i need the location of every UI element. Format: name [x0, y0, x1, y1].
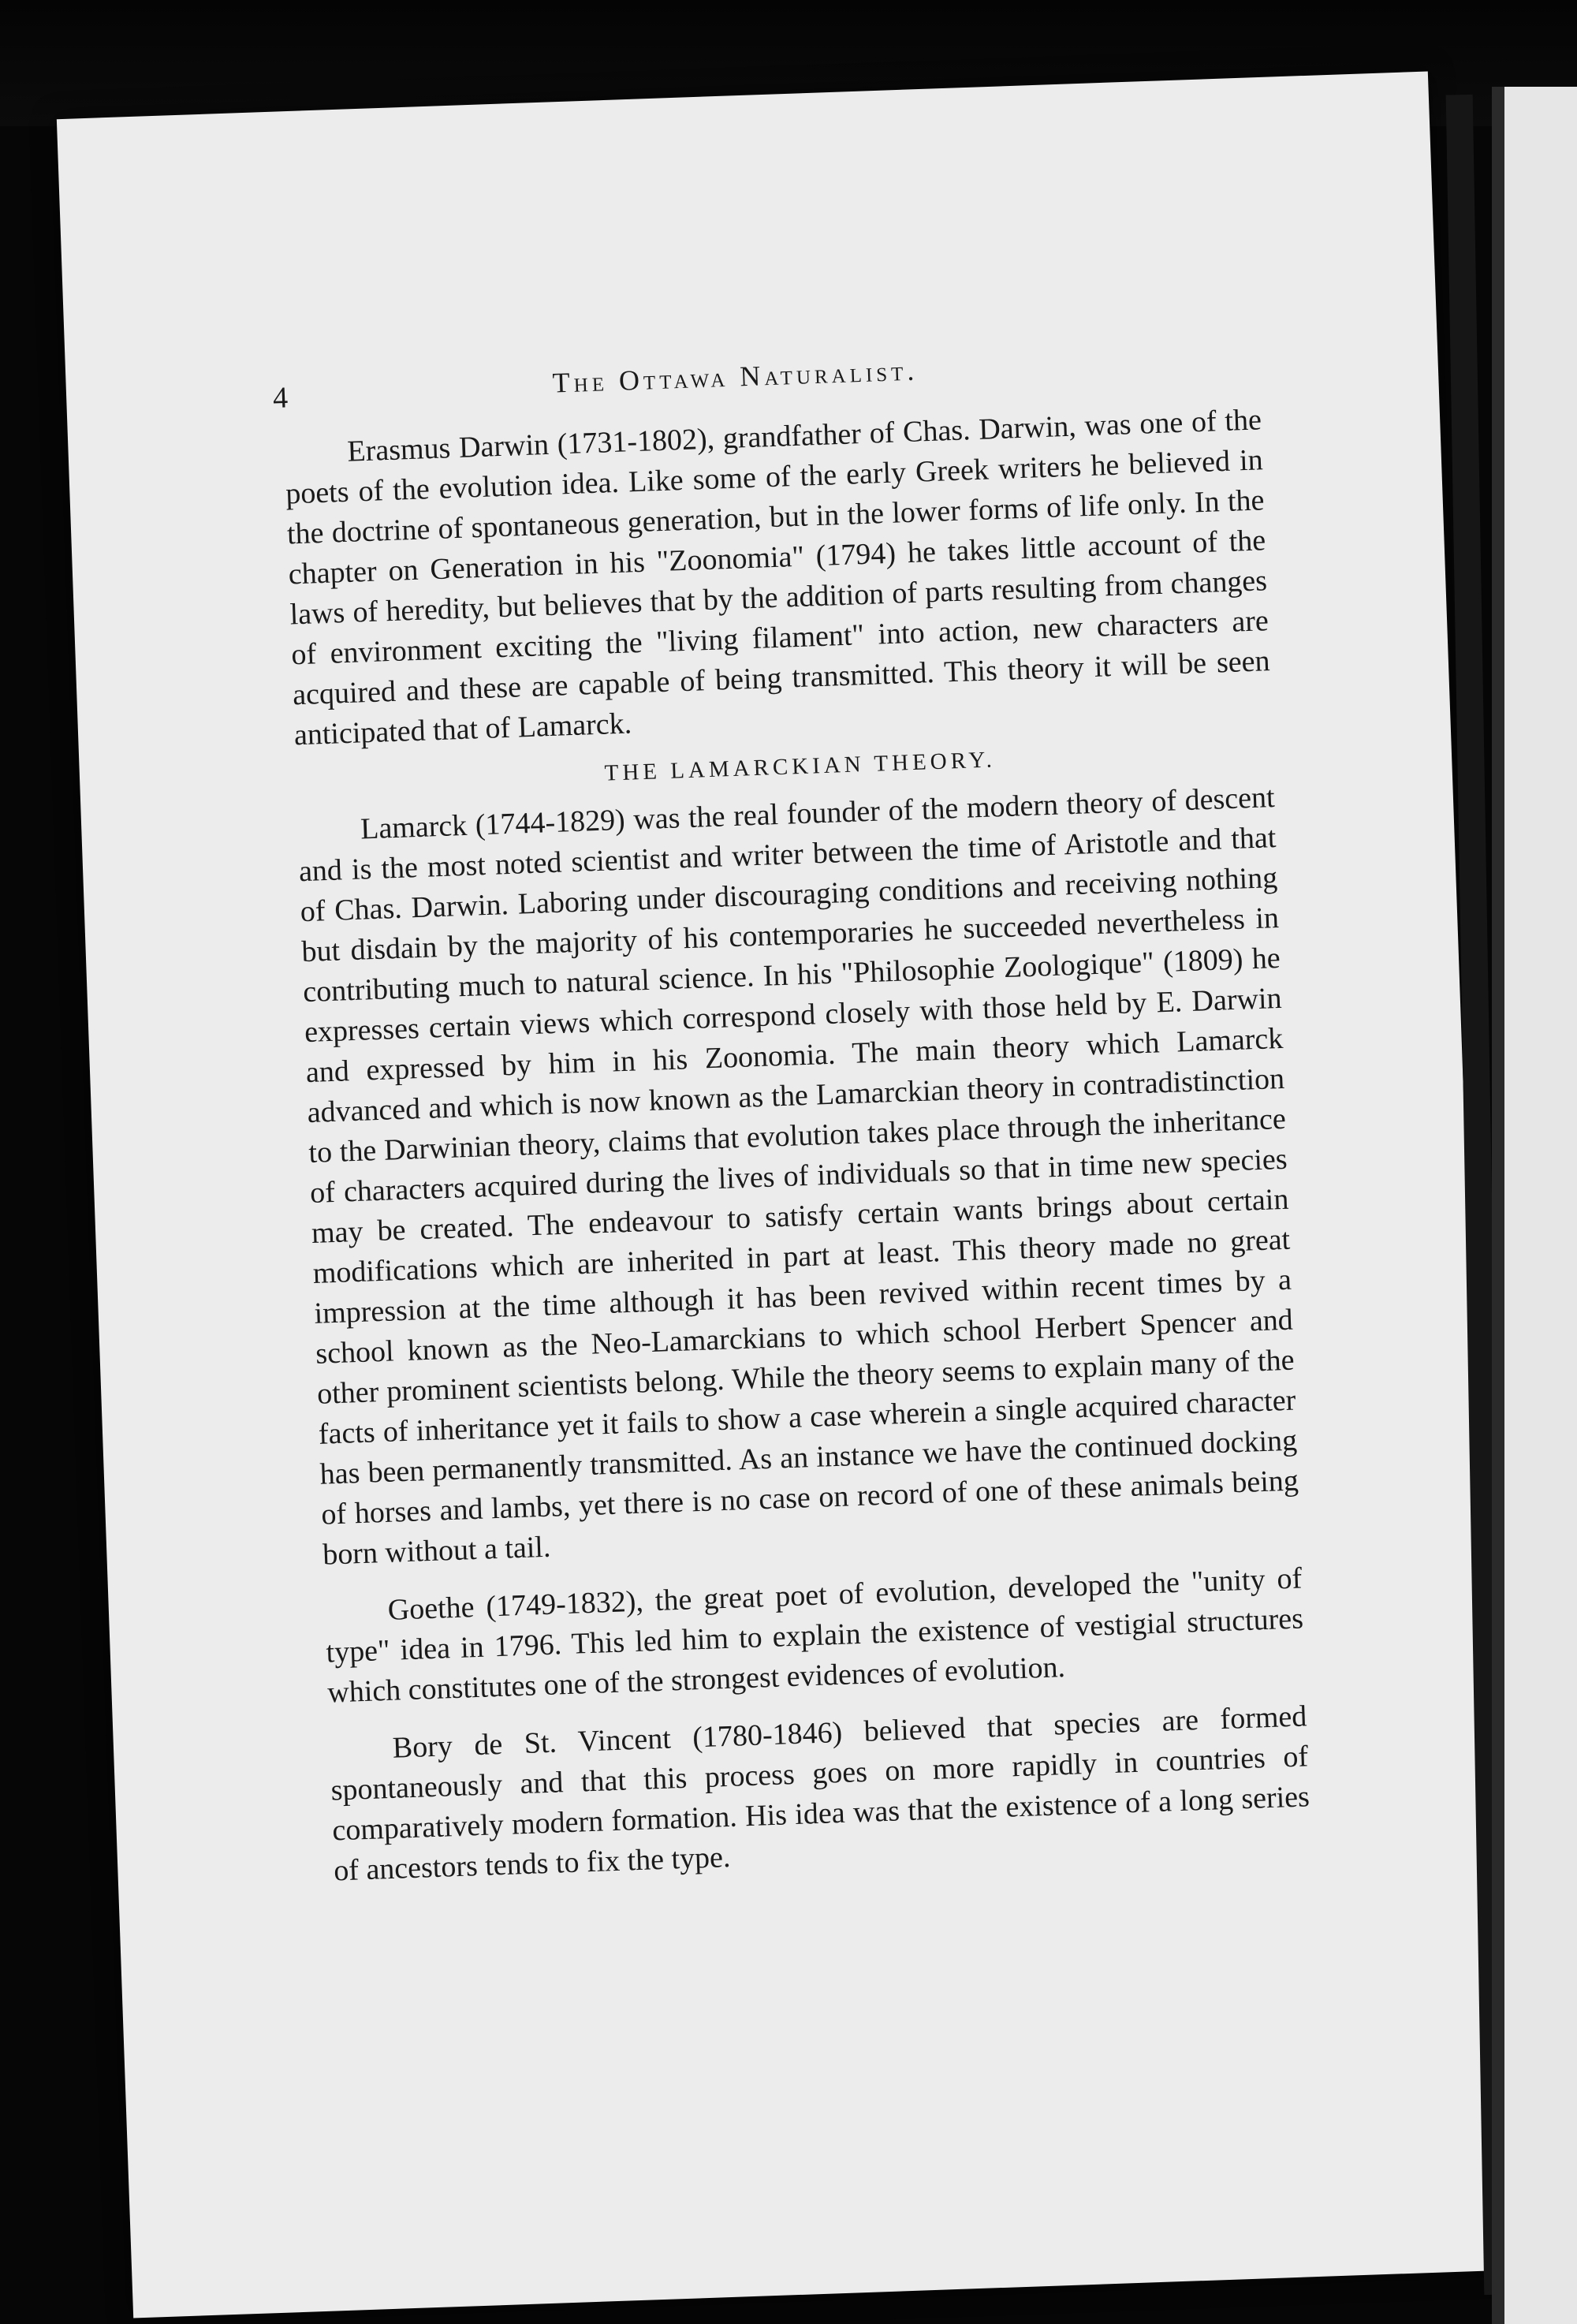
paragraph-goethe: Goethe (1749-1832), the great poet of evolution, developed the "unity of type" idea in 1796. This led him to explain the existence of vestigial structures which constitutes one of the strongest evidences of evolution. — [325, 1561, 1304, 1710]
page-number: 4 — [272, 381, 289, 416]
paragraph-bory: Bory de St. Vincent (1780-1846) believed that species are formed spontaneously and that this process goes on more rapidly in countries of comparatively modern formation. His idea was that the existence of a long series of ancestors tends to fix the type. — [330, 1699, 1310, 1888]
facing-page-gutter — [1492, 87, 1504, 2324]
page-text — [179, 328, 1344, 1895]
facing-page-edge — [1492, 87, 1577, 2324]
running-head: The Ottawa Naturalist. — [551, 354, 919, 399]
section-title: THE LAMARCKIAN THEORY. — [604, 747, 997, 786]
paragraph-erasmus-darwin: Erasmus Darwin (1731-1802), grandfather of Chas. Darwin, was one of the poets of the evolution idea. Like some of the early Greek writers he believed in the doctrine of spontaneous generation, but in the lower forms of life only. In the chapter on Generation in his "Zoonomia" (1794) he takes little account of the laws of heredity, but believes that by the addition of parts resulting from changes of environment exciting the "living filament" into action, new characters are acquired and these are capable of being transmitted. This theory it will be seen anticipated that of Lamarck. — [285, 403, 1271, 752]
paragraph-lamarck: Lamarck (1744-1829) was the real founder of the modern theory of descent and is the most noted scientist and writer between the time of Aristotle and that of Chas. Darwin. Laboring under discouraging conditions and receiving nothing but disdain by the majority of his contemporaries he succeeded nevertheless in contributing much to natural science. In his "Philosophie Zoologique" (1809) he expresses certain views which correspond closely with those held by E. Darwin and expressed by him in his Zoonomia. The main theory which Lamarck advanced and which is now known as the Lamarckian theory in contradistinction to the Darwinian theory, claims that evolution takes place through the inheritance of characters acquired during the lives of individuals so that in time new species may be created. The endeavour to satisfy certain wants brings about certain modifications which are inherited in part at least. This theory made no great impression at the time although it has been revived within recent times by a school known as the Neo-Lamarckians to which school Herbert Spencer and other prominent scientists belong. While the theory seems to explain many of the facts of inheritance yet it fails to show a case wherein a single acquired character has been permanently transmitted. As an instance we have the continued docking of horses and lambs, yet there is no case on record of one of these animals being born without a tail. — [298, 781, 1299, 1572]
